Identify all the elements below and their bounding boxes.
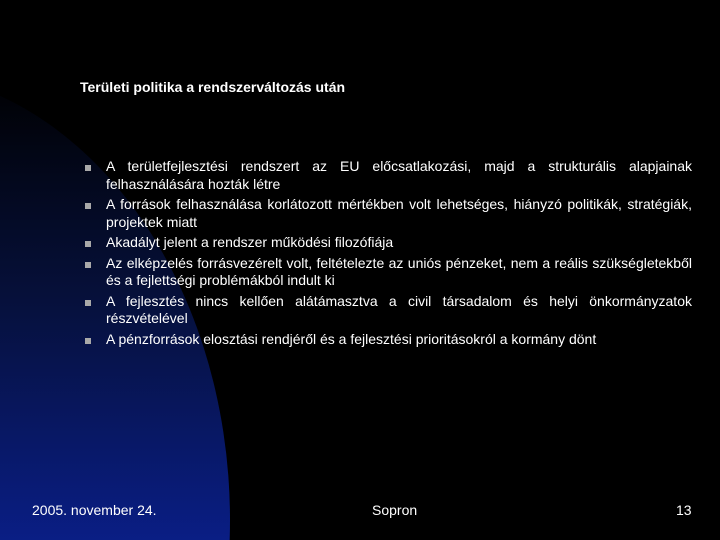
square-bullet-icon [85, 262, 91, 268]
bullet-text: Az elképzelés forrásvezérelt volt, feltételezte az uniós pénzeket, nem a reális szükségletekből és a fejlettségi problémákból indult ki [106, 254, 692, 288]
bullet-list [80, 158, 692, 351]
bullet-text: Akadályt jelent a rendszer működési filozófiája [106, 234, 394, 250]
footer-date: 2005. november 24. [32, 502, 157, 518]
bullet-text: A területfejlesztési rendszert az EU előcsatlakozási, majd a strukturális alapjainak felhasználására hozták létre [106, 158, 692, 192]
bullet-item [80, 196, 692, 231]
bullet-text: A pénzforrások elosztási rendjéről és a fejlesztési prioritásokról a kormány dönt [106, 330, 597, 347]
bullet-item [80, 234, 692, 252]
bullet-item [80, 293, 692, 328]
bullet-item [80, 331, 692, 349]
square-bullet-icon [85, 241, 91, 247]
footer-place: Sopron [372, 502, 418, 518]
square-bullet-icon [85, 300, 91, 306]
page-number: 13 [676, 502, 692, 518]
square-bullet-icon [85, 203, 91, 209]
bullet-item [80, 158, 692, 193]
bullet-item [80, 255, 692, 290]
slide-title: Területi politika a rendszerváltozás után [80, 79, 346, 95]
square-bullet-icon [85, 165, 91, 171]
square-bullet-icon [85, 338, 91, 344]
bullet-text: A fejlesztés nincs kellően alátámasztva a civil társadalom és helyi önkormányzatok részvételével [106, 292, 692, 326]
bullet-text: A források felhasználása korlátozott mértékben volt lehetséges, hiányzó politikák, stratégiák, projektek miatt [106, 196, 692, 230]
